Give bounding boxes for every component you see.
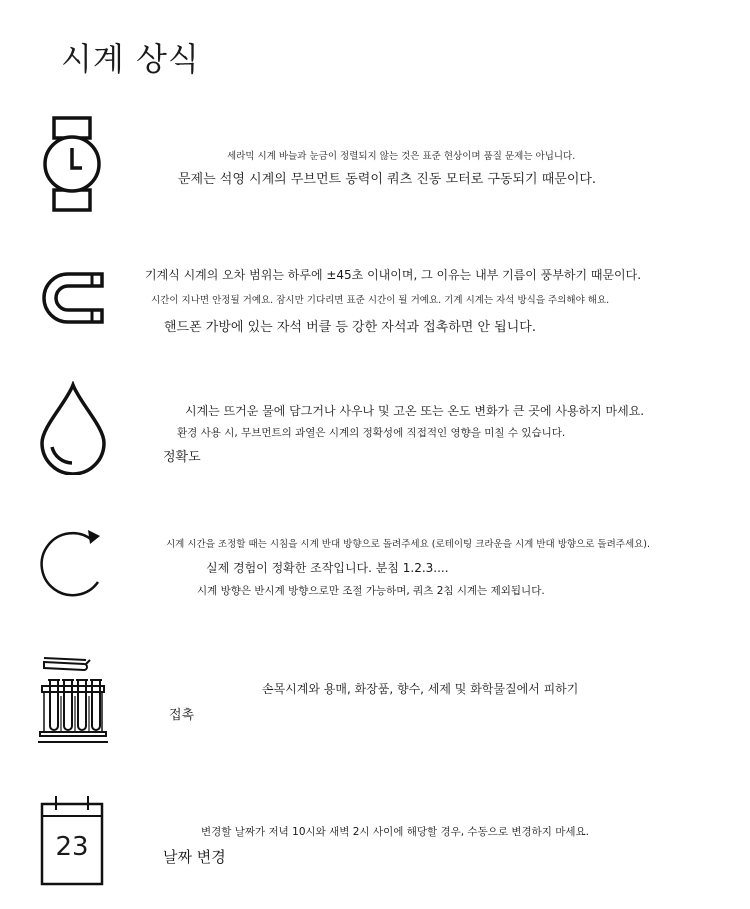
test-tubes-icon [38,652,108,744]
care-text: 시계 방향은 반시계 방향으로만 조절 가능하며, 쿼츠 2침 시계는 제외됩니다. [197,585,545,597]
calendar-icon [40,796,104,886]
care-text: 실제 경험이 정확한 조작입니다. 분침 1.2.3.... [206,561,449,575]
care-text: 변경할 날짜가 저녁 10시와 새벽 2시 사이에 해당할 경우, 수동으로 변경하지 마세요. [201,826,590,838]
care-text: 시계는 뜨거운 물에 담그거나 사우나 및 고온 또는 온도 변화가 큰 곳에 사용하지 마세요. [185,404,645,418]
calendar-day: 23 [55,832,89,862]
section-label: 접촉 [169,708,195,723]
care-text: 기계식 시계의 오차 범위는 하루에 ±45초 이내이며, 그 이유는 내부 기름이 풍부하기 때문이다. [145,268,642,282]
page-title: 시계 상식 [61,40,200,78]
care-text: 문제는 석영 시계의 무브먼트 동력이 쿼츠 진동 모터로 구동되기 때문이다. [178,172,597,187]
section-label: 정확도 [163,450,201,465]
care-text: 손목시계와 용매, 화장품, 향수, 세제 및 화학물질에서 피하기 [262,682,579,696]
section-label: 날짜 변경 [163,848,226,866]
care-text: 세라믹 시계 바늘과 눈금이 정렬되지 않는 것은 표준 현상이며 품질 문제는 아닙니다. [227,151,576,162]
care-text: 환경 사용 시, 무브먼트의 과열은 시계의 정확성에 직접적인 영향을 미칠 수 있습니다. [177,427,566,439]
rotate-arrow-icon [38,524,108,600]
magnet-icon [38,270,106,326]
care-text: 시계 시간을 조정할 때는 시침을 시계 반대 방향으로 돌려주세요 (로테이팅 크라운을 시계 반대 방향으로 돌려주세요). [166,539,651,550]
water-drop-icon [38,381,108,475]
watch-icon [40,116,104,212]
care-text: 시간이 지나면 안정될 거예요. 잠시만 기다리면 표준 시간이 될 거예요. 기계 시계는 자석 방식을 주의해야 해요. [151,295,610,306]
care-text: 핸드폰 가방에 있는 자석 버클 등 강한 자석과 접촉하면 안 됩니다. [164,320,536,335]
